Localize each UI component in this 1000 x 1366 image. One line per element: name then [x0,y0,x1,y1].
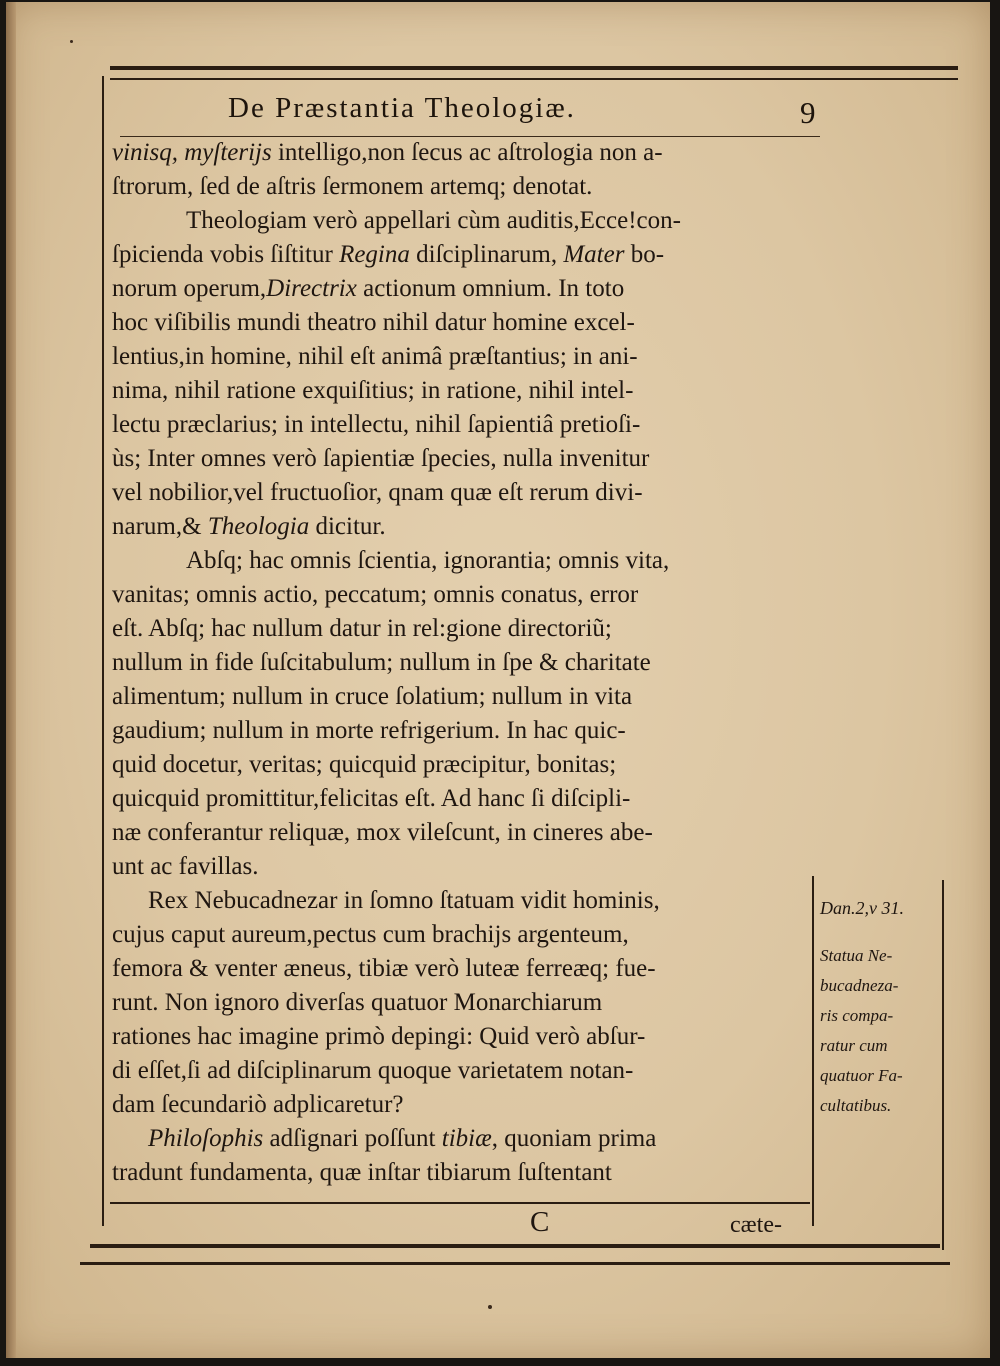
page-number: 9 [800,95,816,130]
text-line: unt ac favillas. [112,853,259,880]
text-line: rationes hac imagine primò depingi: Quid verò abſur- [112,1023,646,1050]
text-line: cujus caput aureum,pectus cum brachijs argenteum, [112,921,629,948]
margin-note-line: ratur cum [820,1036,888,1055]
text-line: vanitas; omnis actio, peccatum; omnis conatus, error [112,581,639,608]
margin-note-line: ris compa- [820,1006,894,1025]
text-line: ùs; Inter omnes verò ſapientiæ ſpecies, nulla invenitur [112,445,650,472]
text-line: vel nobilior,vel fructuoſior, qnam quæ eſt rerum divi- [112,479,643,506]
page-edge [6,2,16,1358]
paragraph-start: Rex Nebucadnezar in ſomno ſtatuam vidit hominis, [148,887,660,914]
paragraph-start: Abſq; hac omnis ſcientia, ignorantia; omnis vita, [186,547,670,574]
running-head: De Præstantia Theologiæ. [228,92,576,124]
text-line: nullum in fide ſuſcitabulum; nullum in ſpe & charitate [112,649,651,676]
text-line: vinisq, myſterijs intelligo,non ſecus ac aſtrologia non a- [112,139,663,166]
edge-line-right [942,880,944,1250]
text-line: runt. Non ignoro diverſas quatuor Monarchiarum [112,989,603,1016]
scripture-reference: Dan.2,v 31. [820,898,904,918]
catchword: cæte- [730,1212,782,1238]
text-line: narum,& Theologia dicitur. [112,513,386,540]
paper-speck [70,40,73,43]
text-line: næ conferantur reliquæ, mox vileſcunt, in cineres abe- [112,819,653,846]
margin-note-line: bucadneza- [820,976,899,995]
text-line: nima, nihil ratione exquiſitius; in ratione, nihil intel- [112,377,634,404]
text-line: quid docetur, veritas; quicquid præcipitur, bonitas; [112,751,617,778]
text-line: ſtrorum, ſed de aſtris ſermonem artemq; denotat. [112,173,593,200]
margin-note-line: quatuor Fa- [820,1066,903,1085]
text-line: norum operum,Directrix actionum omnium. In toto [112,275,625,302]
paper-speck [488,1305,492,1309]
margin-note-line: Statua Ne- [820,946,893,965]
text-line: femora & venter æneus, tibiæ verò luteæ ferreæq; fue- [112,955,656,982]
paragraph-start: Philoſophis adſignari poſſunt tibiæ, quoniam prima [148,1125,657,1152]
body-text [112,136,820,1190]
margin-note-line: cultatibus. [820,1096,892,1115]
margin-note [820,893,940,1121]
text-line: ſpicienda vobis ſiſtitur Regina diſciplinarum, Mater bo- [112,241,665,268]
text-line: alimentum; nullum in cruce ſolatium; nullum in vita [112,683,633,710]
text-line: lentius,in homine, nihil eſt animâ præſtantius; in ani- [112,343,638,370]
bottom-rule-thick [90,1244,940,1248]
bottom-rule-outer [80,1262,950,1265]
signature-mark: C [530,1206,550,1238]
text-line: lectu præclarius; in intellectu, nihil ſapientiâ pretioſi- [112,411,641,438]
bottom-rule [110,1202,810,1204]
text-line: quicquid promittitur,felicitas eſt. Ad hanc ſi diſcipli- [112,785,631,812]
text-line: hoc viſibilis mundi theatro nihil datur homine excel- [112,309,635,336]
top-rule [110,66,958,70]
text-line: eſt. Abſq; hac nullum datur in rel:gione directoriũ; [112,615,612,642]
top-rule-thin [110,78,958,80]
text-line: dam ſecundariò adplicaretur? [112,1091,404,1118]
text-line: tradunt fundamenta, quæ inſtar tibiarum ſuſtentant [112,1159,612,1186]
margin-line [102,76,104,1226]
text-line: di eſſet,ſi ad diſciplinarum quoque varietatem notan- [112,1057,634,1084]
text-line: gaudium; nullum in morte refrigerium. In hac quic- [112,717,626,744]
paragraph-start: Theologiam verò appellari cùm auditis,Ecce!con- [186,207,681,234]
